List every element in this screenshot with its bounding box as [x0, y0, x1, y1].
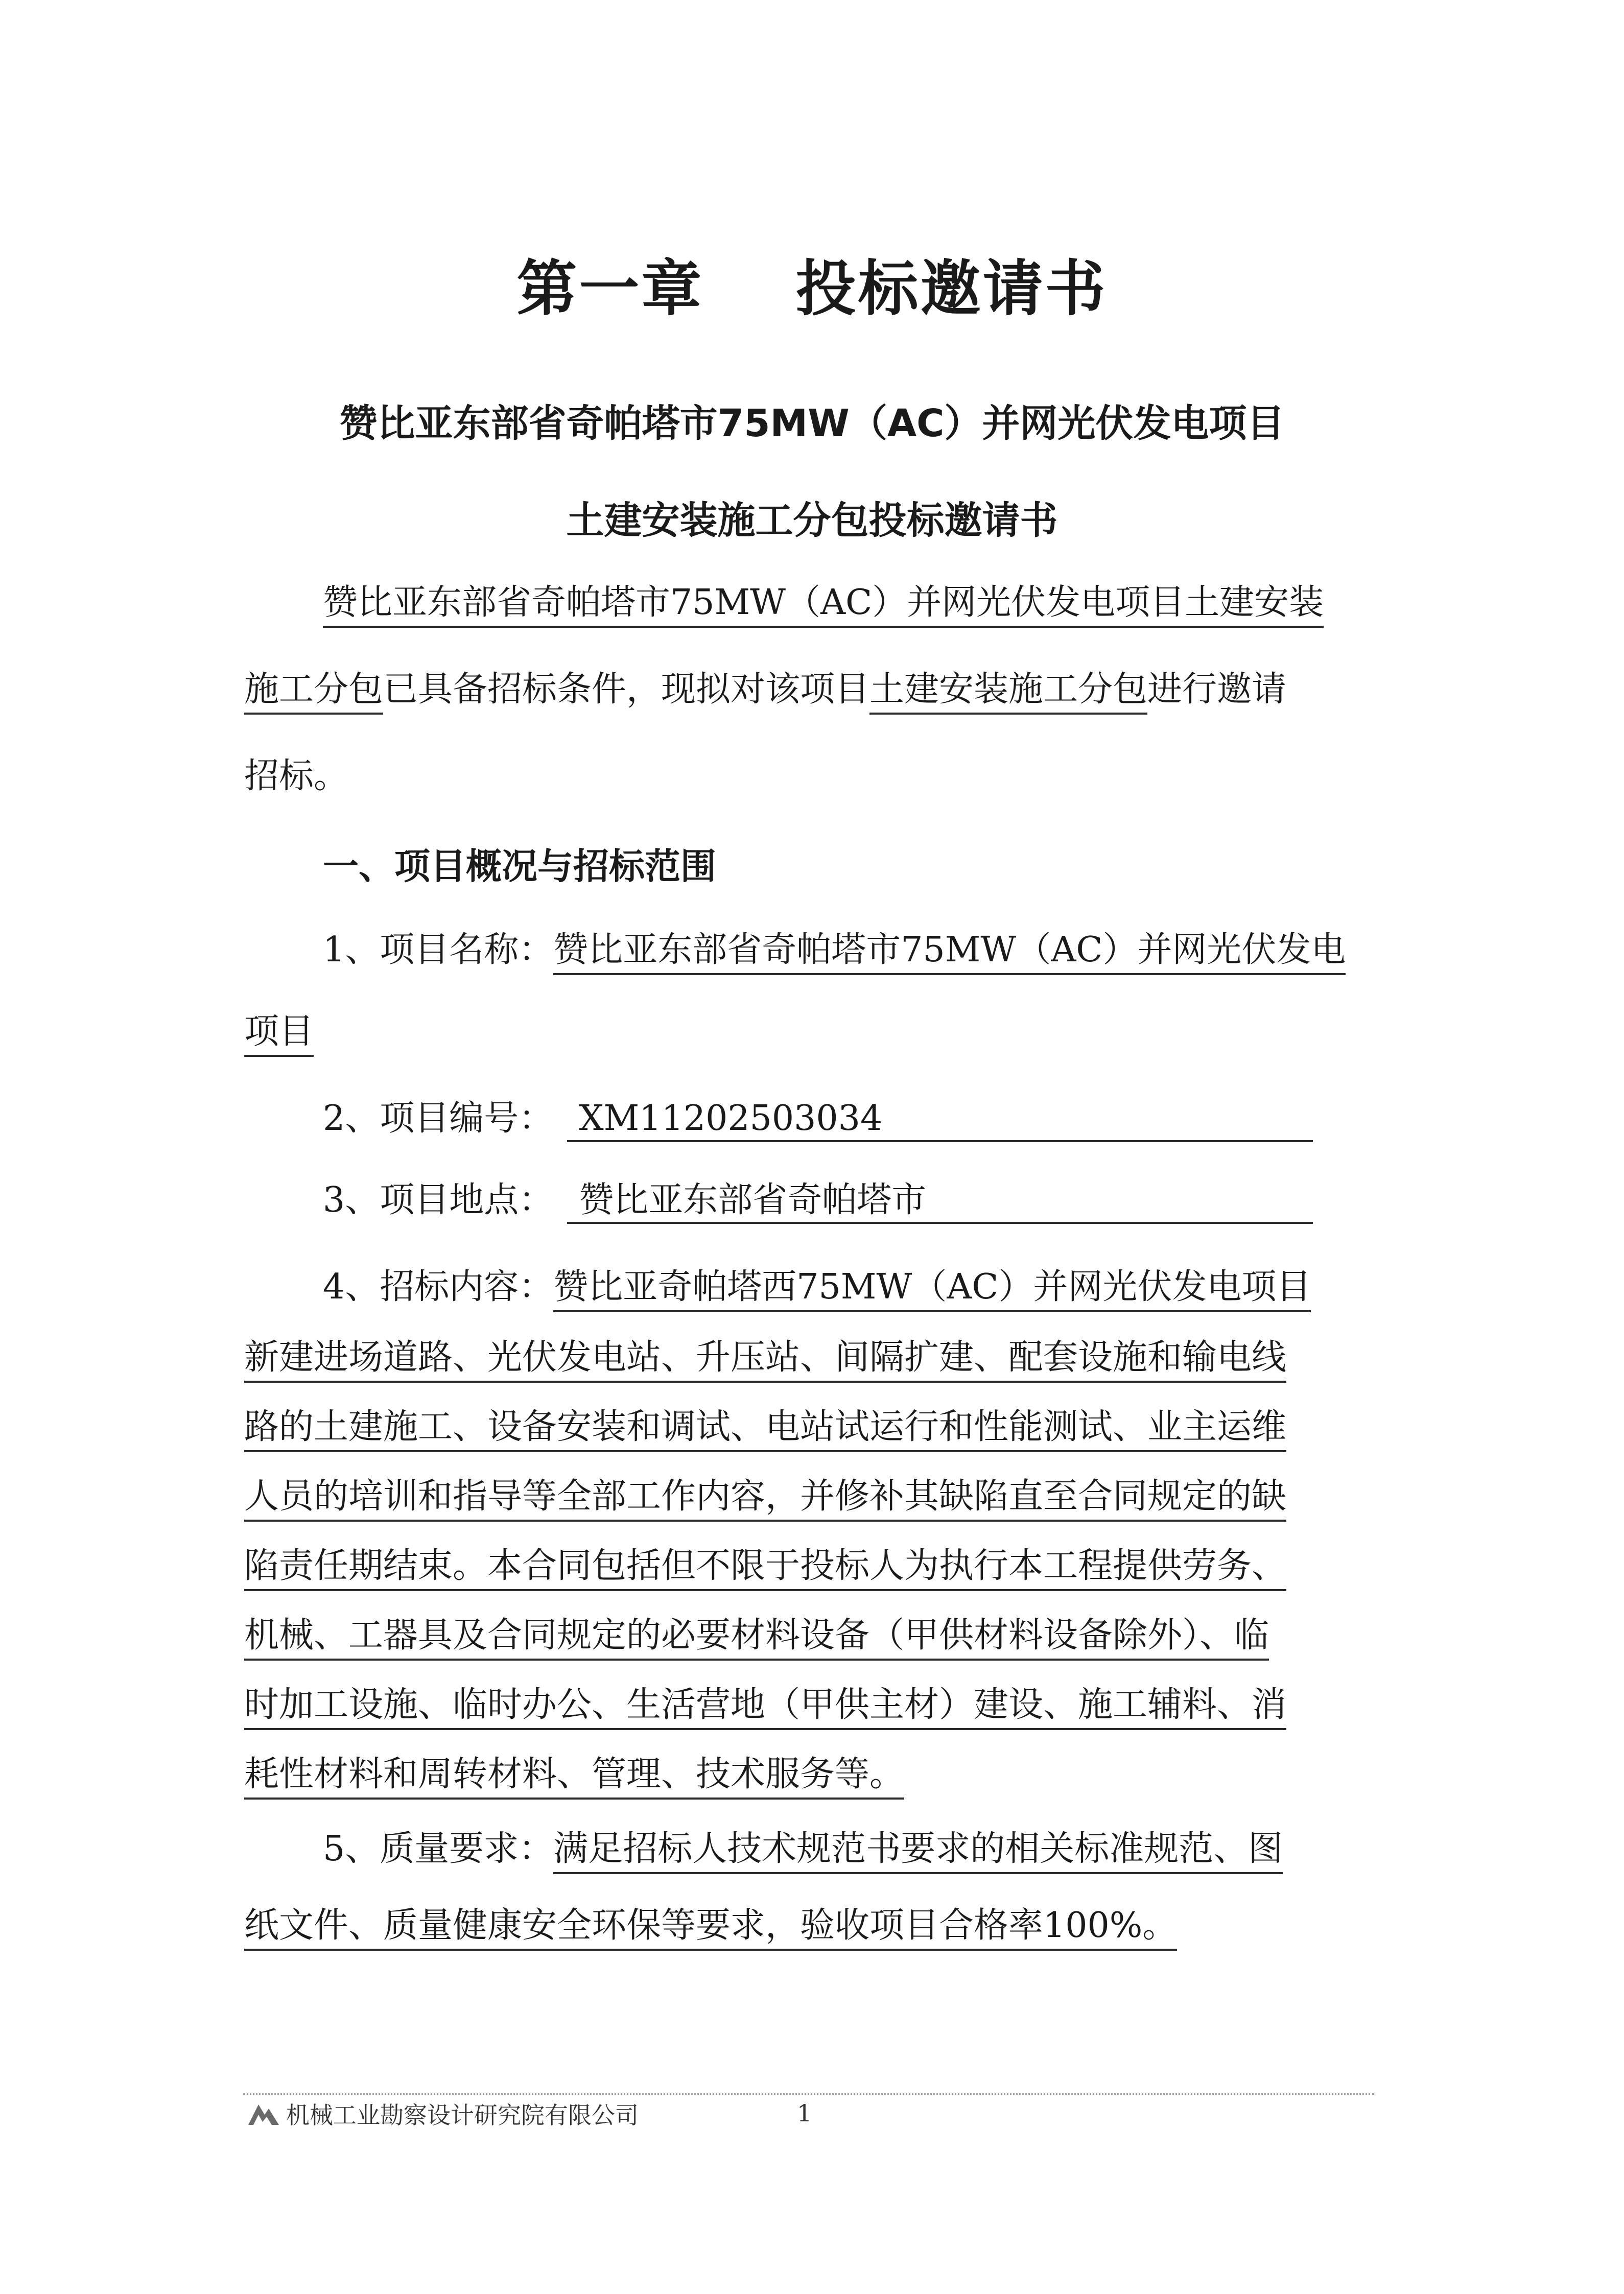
- intro-subcontract-name: 施工分包: [244, 669, 383, 715]
- item4-line-3: [244, 1402, 1286, 1453]
- item3-underline: [567, 1222, 1313, 1224]
- item4-value: 赞比亚奇帕塔西75MW（AC）并网光伏发电项目: [553, 1267, 1311, 1312]
- item4-line-6: [244, 1610, 1269, 1661]
- intro-line-2: [244, 664, 1286, 715]
- item5-value: 满足招标人技术规范书要求的相关标准规范、图: [553, 1829, 1283, 1874]
- item4-text: 机械、工器具及合同规定的必要材料设备（甲供材料设备除外）、临: [244, 1615, 1269, 1661]
- section-heading: 一、项目概况与招标范围: [323, 845, 716, 887]
- item3-label: 3、项目地点：: [323, 1180, 554, 1220]
- item2-value: XM11202503034: [579, 1098, 883, 1139]
- item4-text: 陷责任期结束。本合同包括但不限于投标人为执行本工程提供劳务、: [244, 1546, 1286, 1591]
- item4-line-5: [244, 1541, 1286, 1592]
- intro-project-name: 赞比亚东部省奇帕塔市75MW（AC）并网光伏发电项目土建安装: [323, 582, 1324, 628]
- document-title-line2: 土建安装施工分包投标邀请书: [566, 499, 1058, 542]
- item5-line-2: [244, 1900, 1177, 1951]
- item4-line-7: [244, 1680, 1286, 1731]
- item4-line-1: [323, 1262, 1311, 1313]
- document-title-line1: 赞比亚东部省奇帕塔市75MW（AC）并网光伏发电项目: [339, 401, 1285, 445]
- item4-line-8: [244, 1749, 904, 1800]
- item4-label: 4、招标内容：: [323, 1267, 554, 1307]
- intro-subcontract-scope: 土建安装施工分包: [869, 669, 1147, 715]
- page-number: 1: [797, 2099, 812, 2127]
- item1-label: 1、项目名称：: [323, 930, 554, 970]
- footer-company-name: 机械工业勘察设计研究院有限公司: [286, 2101, 639, 2129]
- item2-label: 2、项目编号：: [323, 1098, 554, 1139]
- intro-text: 已具备招标条件，现拟对该项目: [383, 669, 870, 710]
- item5-label: 5、质量要求：: [323, 1829, 554, 1869]
- intro-text-2: 进行邀请: [1147, 669, 1287, 710]
- item3-value: 赞比亚东部省奇帕塔市: [579, 1180, 927, 1220]
- item3-line: [323, 1175, 926, 1226]
- item4-text: 耗性材料和周转材料、管理、技术服务等。: [244, 1754, 904, 1800]
- item4-text: 新建进场道路、光伏发电站、升压站、间隔扩建、配套设施和输电线: [244, 1337, 1286, 1383]
- item5-value-cont: 纸文件、质量健康安全环保等要求，验收项目合格率100%。: [244, 1905, 1177, 1951]
- item4-text: 路的土建施工、设备安装和调试、电站试运行和性能测试、业主运维: [244, 1407, 1286, 1452]
- company-logo-icon: [247, 2099, 280, 2126]
- item2-underline: [567, 1140, 1313, 1142]
- item4-line-4: [244, 1471, 1286, 1522]
- item4-line-2: [244, 1332, 1286, 1383]
- item1-line-2: [244, 1006, 314, 1057]
- item2-line: [323, 1093, 882, 1144]
- item1-line-1: [323, 925, 1346, 976]
- intro-line-3: 招标。: [244, 756, 349, 796]
- item5-line-1: [323, 1824, 1283, 1875]
- item1-value-cont: 项目: [244, 1011, 314, 1057]
- item4-text: 人员的培训和指导等全部工作内容，并修补其缺陷直至合同规定的缺: [244, 1476, 1286, 1522]
- footer-divider: [243, 2093, 1374, 2095]
- item1-value: 赞比亚东部省奇帕塔市75MW（AC）并网光伏发电: [553, 930, 1346, 975]
- intro-line-1: [323, 577, 1324, 628]
- chapter-title: 第一章 投标邀请书: [516, 253, 1108, 324]
- item4-text: 时加工设施、临时办公、生活营地（甲供主材）建设、施工辅料、消: [244, 1685, 1286, 1730]
